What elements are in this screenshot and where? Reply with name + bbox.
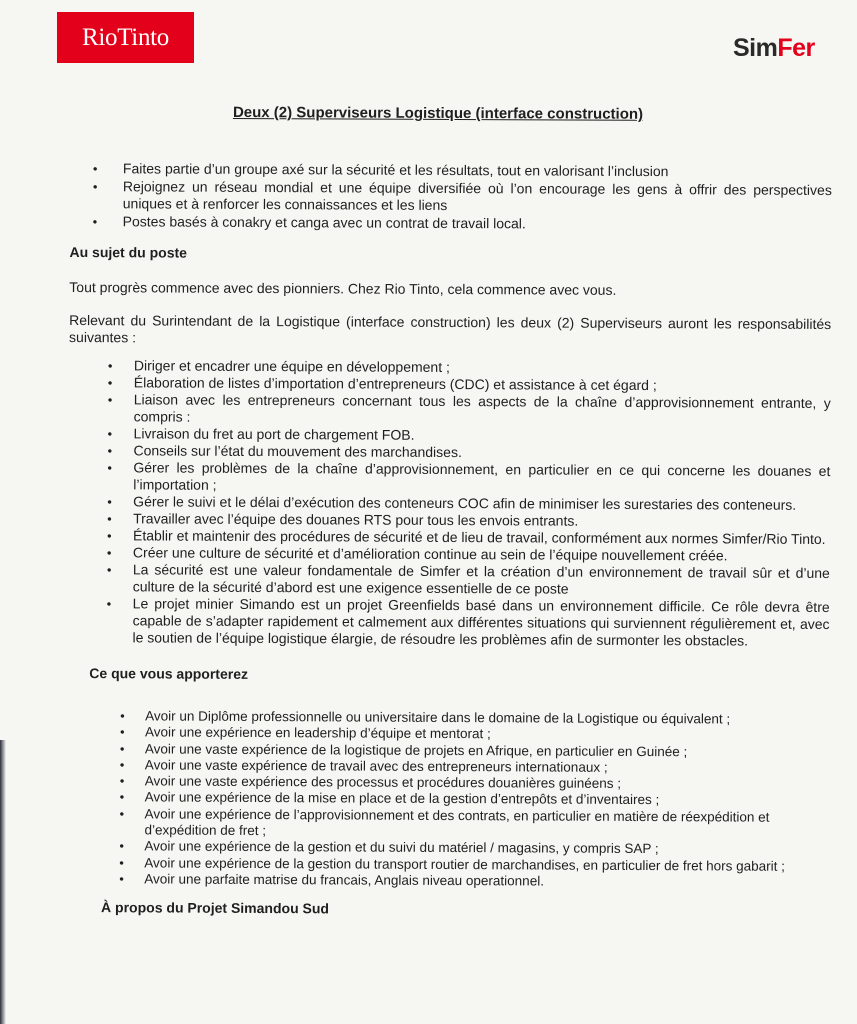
responsibility-item: • Livraison du fret au port de chargement FOB. [105, 425, 831, 446]
requirements-list [119, 708, 829, 891]
requirement-item: • Avoir une expérience de la mise en place et de la gestion d’entrepôts et d’inventaires ; [120, 790, 829, 810]
responsibility-item: • Créer une culture de sécurité et d’amélioration continue au sein de l’équipe nouvellement créée. [104, 544, 830, 565]
intro-item: • Postes basés à conakry et canga avec un contrat de travail local. [70, 213, 832, 234]
requirement-item: • Avoir une parfaite matrise du francais, Anglais niveau operationnel. [119, 871, 828, 891]
simfer-logo [733, 34, 815, 63]
intro-item: • Rejoignez un réseau mondial et une équipe diversifiée où l’on encourage les gens à offrir des perspectives uniques et à renforcer les connaissances et les liens [70, 178, 832, 216]
requirement-item: • Avoir une expérience de la gestion et du suivi du matériel / magasins, y compris SAP ; [119, 839, 828, 859]
simfer-logo-sim: Sim [733, 34, 778, 62]
intro-list [70, 160, 832, 234]
about-paragraph-1: Tout progrès commence avec des pionniers. Chez Rio Tinto, cela commence avec vous. [69, 278, 617, 298]
intro-item: • Faites partie d’un groupe axé sur la sécurité et les résultats, tout en valorisant l’inclusion [70, 160, 832, 181]
document-body [66, 160, 832, 920]
responsibility-item: • La sécurité est une valeur fondamentale de Simfer et la création d’un environnement de travail sûr et d’une culture de la sécurité d’abord est une exigence essentielle de ce poste [104, 561, 830, 599]
simfer-logo-fer: Fer [777, 34, 815, 62]
responsibility-item: • Diriger et encadrer une équipe en développement ; [105, 357, 831, 378]
responsibility-item: • Le projet minier Simando est un projet Greenfields basé dans un environnement difficile. Ce rôle devra être capable de s’adapter rapidement et calmement aux différentes situations qui surviennent régulièrement et, avec le soutien de l’équipe logistique élargie, de résoudre les problèmes afin de surmonter les obstacles. [103, 595, 829, 650]
requirement-item: • Avoir une expérience en leadership d’équipe et mentorat ; [120, 725, 829, 745]
responsibility-item: • Conseils sur l’état du mouvement des marchandises. [104, 442, 830, 463]
scan-edge-shadow [0, 740, 6, 1024]
about-heading: Au sujet du poste [69, 243, 188, 261]
requirement-item: • Avoir une expérience de l’approvisionnement et des contrats, en particulier en matière de réexpédition et d’expédition de fret ; [119, 806, 828, 842]
about-paragraph-2: Relevant du Surintendant de la Logistique (interface construction) les deux (2) Superviseurs auront les responsabilités suivantes : [69, 311, 832, 346]
responsibility-item: • Gérer le suivi et le délai d’exécution des conteneurs COC afin de minimiser les surestaries des conteneurs. [104, 493, 830, 514]
responsibility-item: • Liaison avec les entrepreneurs concernant tous les aspects de la chaîne d’approvisionnement entrante, y compris : [105, 391, 831, 429]
responsibility-item: • Travailler avec l’équipe des douanes RTS pour tous les envois entrants. [104, 510, 830, 531]
requirement-item: • Avoir une vaste expérience de la logistique de projets en Afrique, en particulier en Guinée ; [120, 741, 829, 761]
document-title: Deux (2) Superviseurs Logistique (interface construction) [232, 104, 644, 123]
responsibility-item: • Établir et maintenir des procédures de sécurité et de lieu de travail, conformément aux normes Simfer/Rio Tinto. [104, 527, 830, 548]
requirement-item: • Avoir une vaste expérience des processus et procédures douanières guinéens ; [120, 773, 829, 793]
riotinto-logo-text: RioTinto [81, 23, 169, 51]
responsibility-item: • Gérer les problèmes de la chaîne d’approvisionnement, en particulier en ce qui concerne les douanes et l’importation ; [104, 459, 830, 497]
requirement-item: • Avoir une expérience de la gestion du transport routier de marchandises, en particulier de fret hors gabarit ; [119, 855, 828, 875]
responsibility-item: • Élaboration de listes d’importation d’entrepreneurs (CDC) et assistance à cet égard ; [105, 374, 831, 395]
riotinto-logo [57, 12, 194, 63]
requirement-item: • Avoir une vaste expérience de travail avec des entrepreneurs internationaux ; [120, 757, 829, 777]
responsibilities-list [103, 357, 831, 650]
bring-heading: Ce que vous apporterez [89, 665, 249, 682]
project-heading: À propos du Projet Simandou Sud [101, 899, 330, 917]
requirement-item: • Avoir un Diplôme professionnelle ou universitaire dans le domaine de la Logistique ou équivalent ; [120, 708, 829, 728]
